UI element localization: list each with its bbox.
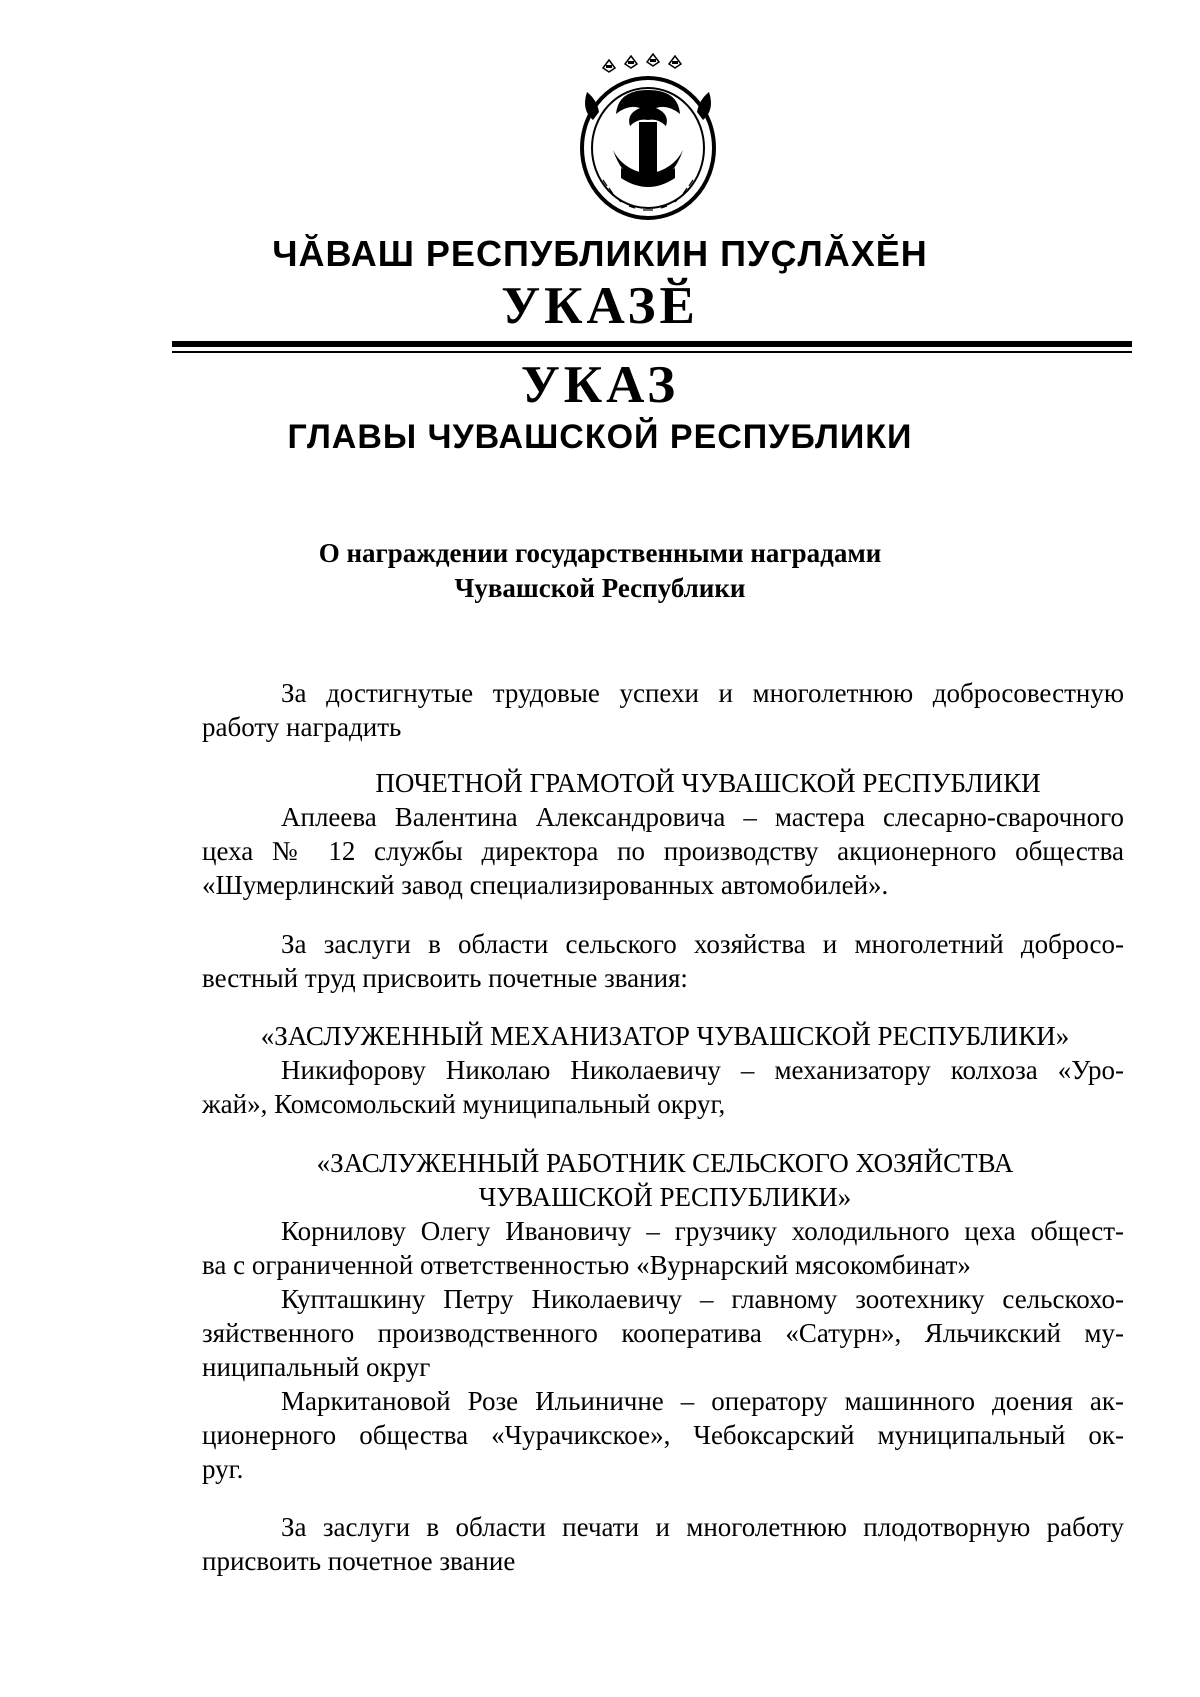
- paragraph-line: работу наградить: [202, 712, 402, 742]
- paragraph-line: Никифорову Николаю Николаевичу – механизатору колхоза «Уро-: [281, 1055, 1124, 1085]
- chuvash-ukaz-title: УКАЗӖ: [501, 277, 699, 335]
- paragraph-line: присвоить почетное звание: [202, 1546, 516, 1576]
- header-divider-thick: [172, 341, 1132, 347]
- paragraph-line: Купташкину Петру Николаевичу – главному зоотехнику сельскохо-: [281, 1284, 1124, 1314]
- paragraph-line: Маркитановой Розе Ильиничне – оператору машинного доения ак-: [281, 1386, 1124, 1416]
- paragraph-line: За достигнутые трудовые успехи и многолетнюю добросовестную: [281, 678, 1124, 708]
- chuvash-title: ЧӐВАШ РЕСПУБЛИКИН ПУҪЛӐХӖН: [272, 233, 928, 274]
- coat-of-arms-emblem: [573, 50, 723, 222]
- paragraph-line: ционерного общества «Чурачикское», Чебоксарский муниципальный ок-: [202, 1420, 1124, 1450]
- award-title: «ЗАСЛУЖЕННЫЙ РАБОТНИК СЕЛЬСКОГО ХОЗЯЙСТВА: [316, 1148, 1014, 1178]
- russian-title: ГЛАВЫ ЧУВАШСКОЙ РЕСПУБЛИКИ: [287, 418, 913, 456]
- russian-ukaz-title: УКАЗ: [520, 356, 680, 414]
- paragraph-line: цеха № 12 службы директора по производству акционерного общества: [202, 836, 1124, 866]
- subject-line-1: О награждении государственными наградами: [318, 538, 882, 568]
- paragraph-line: ниципальный округ: [202, 1352, 431, 1382]
- paragraph-line: вестный труд присвоить почетные звания:: [202, 963, 688, 993]
- paragraph-line: руг.: [202, 1454, 244, 1484]
- paragraph-line: Корнилову Олегу Ивановичу – грузчику холодильного цеха общест-: [281, 1216, 1124, 1246]
- paragraph-line: «Шумерлинский завод специализированных автомобилей».: [202, 870, 889, 900]
- paragraph-line: За заслуги в области сельского хозяйства и многолетний добросо-: [281, 929, 1124, 959]
- paragraph-line: жай», Комсомольский муниципальный округ,: [202, 1089, 726, 1119]
- award-title: ЧУВАШСКОЙ РЕСПУБЛИКИ»: [478, 1182, 852, 1212]
- header-divider-thin: [172, 351, 1132, 353]
- award-title: «ЗАСЛУЖЕННЫЙ МЕХАНИЗАТОР ЧУВАШСКОЙ РЕСПУБЛИКИ»: [260, 1021, 1070, 1051]
- paragraph-line: Аплеева Валентина Александровича – мастера слесарно-сварочного: [281, 802, 1124, 832]
- paragraph-line: ва с ограниченной ответственностью «Вурнарский мясокомбинат»: [202, 1250, 971, 1280]
- subject-line-2: Чувашской Республики: [454, 573, 746, 603]
- paragraph-line: За заслуги в области печати и многолетнюю плодотворную работу: [281, 1512, 1124, 1542]
- award-title: ПОЧЕТНОЙ ГРАМОТОЙ ЧУВАШСКОЙ РЕСПУБЛИКИ: [375, 768, 1041, 798]
- paragraph-line: зяйственного производственного кооператива «Сатурн», Яльчикский му-: [202, 1318, 1124, 1348]
